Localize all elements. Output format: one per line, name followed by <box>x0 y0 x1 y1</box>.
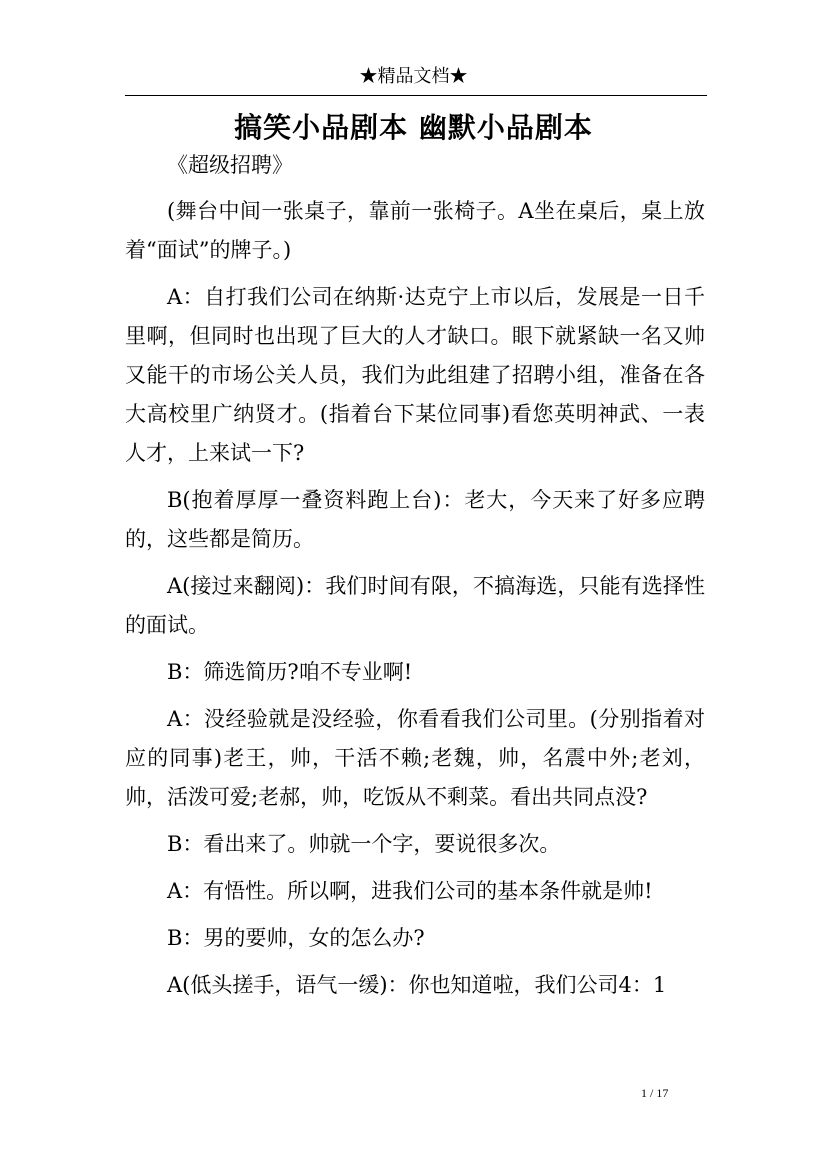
header-divider <box>125 95 707 96</box>
paragraph: (舞台中间一张桌子，靠前一张椅子。A坐在桌后，桌上放着“面试”的牌子。) <box>125 199 705 262</box>
paragraph: A(低头搓手，语气一缓)：你也知道啦，我们公司4：1 <box>167 973 667 997</box>
paragraph: A：有悟性。所以啊，进我们公司的基本条件就是帅! <box>167 879 653 903</box>
script-subtitle: 《超级招聘》 <box>167 153 293 177</box>
document-body <box>125 146 705 1005</box>
paragraph: B：筛选简历?咱不专业啊! <box>167 660 413 684</box>
paragraph: B：看出来了。帅就一个字，要说很多次。 <box>167 832 561 856</box>
page-number: 1 / 17 <box>641 1086 669 1100</box>
paragraph: A：自打我们公司在纳斯·达克宁上市以后，发展是一日千里啊，但同时也出现了巨大的人才缺口。眼下就紧缺一名又帅又能干的市场公关人员，我们为此组建了招聘小组，准备在各大高校里广纳贤才。(指着台下某位同事)看您英明神武、一表人才，上来试一下? <box>125 285 705 465</box>
paragraph: A：没经验就是没经验，你看看我们公司里。(分别指着对应的同事)老王，帅，干活不赖;老魏，帅，名震中外;老刘，帅，活泼可爱;老郝，帅，吃饭从不剩菜。看出共同点没? <box>125 707 705 809</box>
document-title: 搞笑小品剧本 幽默小品剧本 <box>234 111 593 144</box>
paragraph: B(抱着厚厚一叠资料跑上台)：老大，今天来了好多应聘的，这些都是简历。 <box>125 488 705 551</box>
paragraph: B：男的要帅，女的怎么办? <box>167 926 425 950</box>
paragraph: A(接过来翻阅)：我们时间有限，不搞海选，只能有选择性的面试。 <box>125 574 705 637</box>
document-header: ★精品文档★ <box>359 66 468 87</box>
